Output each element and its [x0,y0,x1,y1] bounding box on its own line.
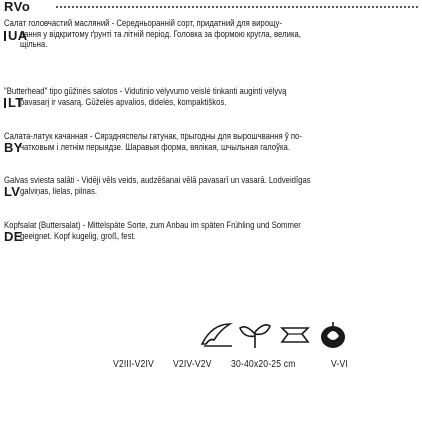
entry-lead: Салат головчастий масляний - Середньоранній сорт, придатний для вирощу- [4,18,282,28]
entry-lead: Kopfsalat (Buttersalat) - Mittelspäte Sorte, zum Anbau im späten Frühling und Sommer [4,220,301,230]
growing-specs [113,359,373,373]
spacing-icon [278,320,312,350]
sprout-icon [238,320,272,350]
entry-ua [4,18,418,58]
language-code: BY [4,140,23,155]
entry-continuation: geeignet. Kopf kugelig, groß, fest. [20,231,136,241]
harvest-period: V-VI [331,359,348,370]
sowing-icon [200,320,234,350]
entry-continuation: galviņas, lielas, pilnas. [20,186,98,196]
language-code: UA [4,30,27,42]
entry-lead: Салата-латук качанная - Сярэдняспелы гатунак, прыгодны для вырошчвання ў по- [4,131,302,141]
harvest-icon [318,320,348,350]
entry-lead: "Butterhead" tipo gūžinės salotos - Vidutinio vėlyvumo veislė tinkanti auginti vėlyvą [4,86,287,96]
entry-continuation: вання у відкритому ґрунті та літній період. Головка за формою кругла, велика, [20,29,301,39]
header-title: RVo [4,0,31,14]
growing-icons [200,320,360,350]
entry-continuation: чатковым і летнім перыядзе. Шаравыя форма, вялікая, шчыльная галоўка. [20,142,290,152]
entry-lt [4,86,418,112]
entry-lead: Galvas sviesta salāti - Vidēji vēls veids, audzēšanai vēlā pavasarī un vasarā. Lodveidīgas [4,175,311,185]
language-code: DE [4,229,23,244]
plant-spacing: 30-40x20-25 cm [231,359,296,370]
header [4,0,418,14]
entry-continuation: pavasarį ir vasarą. Gūželės apvalios, didelės, kompaktiškos. [20,97,227,107]
planting-period: V2IV-V2V [173,359,212,370]
language-code: LT [4,97,24,109]
entry-continuation-2: щільна. [20,39,48,49]
entry-de [4,220,418,246]
entry-lv [4,175,418,201]
entry-by [4,131,418,157]
language-code: LV [4,184,21,199]
header-dotted-rule [56,6,418,8]
sowing-period: V2III-V2IV [113,359,154,370]
